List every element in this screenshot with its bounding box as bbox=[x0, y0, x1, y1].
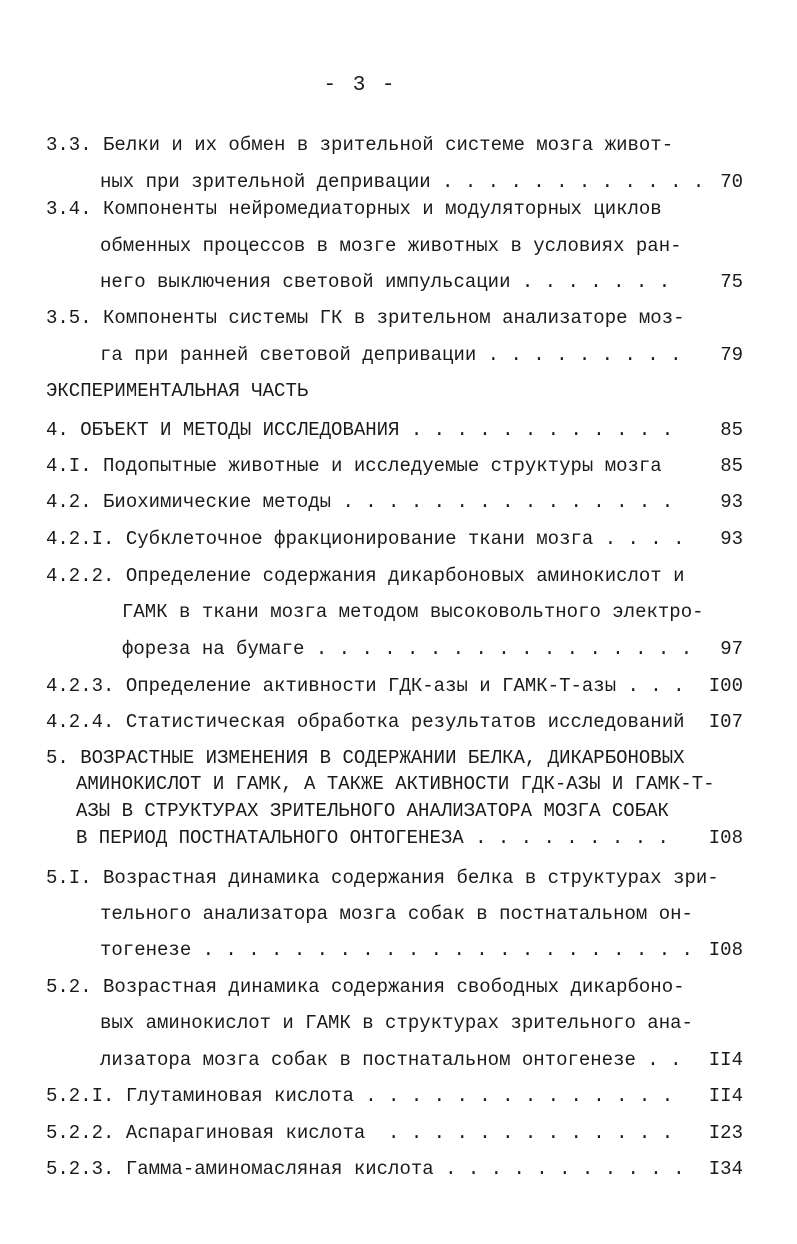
toc-entry-5-2-3-page: I34 bbox=[708, 1158, 743, 1180]
toc-entry-3-4-line-3: него выключения световой импульсации . . . . . . . bbox=[100, 271, 671, 293]
toc-entry-4-1-line-1: 4.I. Подопытные животные и исследуемые структуры мозга bbox=[46, 455, 662, 477]
toc-entry-5-2-2-page: I23 bbox=[708, 1122, 743, 1144]
toc-entry-5-2-2-line-1: 5.2.2. Аспарагиновая кислота . . . . . . . . . . . . . bbox=[46, 1122, 674, 1144]
toc-entry-4-2-2-line-3: фореза на бумаге . . . . . . . . . . . . . . . . . bbox=[122, 638, 693, 660]
toc-entry-4-1-page: 85 bbox=[720, 455, 743, 477]
toc-entry-4-2-2-line-2: ГАМК в ткани мозга методом высоковольтного электро- bbox=[122, 601, 704, 623]
toc-entry-5-2-line-1: 5.2. Возрастная динамика содержания свободных дикарбоно- bbox=[46, 976, 685, 998]
toc-entry-5-line-3: АЗЫ В СТРУКТУРАХ ЗРИТЕЛЬНОГО АНАЛИЗАТОРА МОЗГА СОБАК bbox=[76, 800, 669, 822]
toc-entry-5-2-line-3: лизатора мозга собак в постнатальном онтогенезе . . bbox=[100, 1049, 682, 1071]
toc-entry-5-1-line-3: тогенезе . . . . . . . . . . . . . . . . . . . . . . bbox=[100, 939, 693, 961]
toc-entry-5-2-line-2: вых аминокислот и ГАМК в структурах зрительного ана- bbox=[100, 1012, 693, 1034]
toc-entry-3-3-page: 70 bbox=[720, 171, 743, 193]
toc-entry-4-2-4-line-1: 4.2.4. Статистическая обработка результатов исследований bbox=[46, 711, 685, 733]
toc-entry-3-3-line-2: ных при зрительной депривации . . . . . . . . . . . . bbox=[100, 171, 705, 193]
toc-entry-5-1-line-1: 5.I. Возрастная динамика содержания белка в структурах зри- bbox=[46, 867, 719, 889]
toc-entry-4-page: 85 bbox=[720, 419, 743, 441]
toc-entry-3-4-page: 75 bbox=[720, 271, 743, 293]
toc-entry-3-4-line-1: 3.4. Компоненты нейромедиаторных и модуляторных циклов bbox=[46, 198, 662, 220]
section-heading-experimental: ЭКСПЕРИМЕНТАЛЬНАЯ ЧАСТЬ bbox=[46, 380, 309, 402]
toc-entry-4-2-2-line-1: 4.2.2. Определение содержания дикарбоновых аминокислот и bbox=[46, 565, 685, 587]
toc-entry-5-line-2: АМИНОКИСЛОТ И ГАМК, А ТАКЖЕ АКТИВНОСТИ ГДК-АЗЫ И ГАМК-Т- bbox=[76, 773, 715, 795]
page-number: - 3 - bbox=[323, 74, 397, 97]
toc-entry-5-line-1: 5. ВОЗРАСТНЫЕ ИЗМЕНЕНИЯ В СОДЕРЖАНИИ БЕЛКА, ДИКАРБОНОВЫХ bbox=[46, 747, 685, 769]
toc-entry-5-2-1-page: II4 bbox=[708, 1085, 743, 1107]
toc-entry-3-5-line-2: га при ранней световой депривации . . . . . . . . . bbox=[100, 344, 682, 366]
toc-entry-4-2-2-page: 97 bbox=[720, 638, 743, 660]
toc-entry-5-page: I08 bbox=[708, 827, 743, 849]
toc-entry-3-5-page: 79 bbox=[720, 344, 743, 366]
toc-entry-5-line-4: В ПЕРИОД ПОСТНАТАЛЬНОГО ОНТОГЕНЕЗА . . . . . . . . . bbox=[76, 827, 669, 849]
toc-entry-4-2-line-1: 4.2. Биохимические методы . . . . . . . . . . . . . . . bbox=[46, 491, 674, 513]
toc-entry-4-2-1-line-1: 4.2.I. Субклеточное фракционирование ткани мозга . . . . bbox=[46, 528, 685, 550]
toc-entry-5-2-1-line-1: 5.2.I. Глутаминовая кислота . . . . . . . . . . . . . . bbox=[46, 1085, 674, 1107]
toc-entry-5-1-line-2: тельного анализатора мозга собак в постнатальном он- bbox=[100, 903, 693, 925]
toc-entry-3-4-line-2: обменных процессов в мозге животных в условиях ран- bbox=[100, 235, 682, 257]
toc-entry-4-2-page: 93 bbox=[720, 491, 743, 513]
toc-entry-3-5-line-1: 3.5. Компоненты системы ГК в зрительном анализаторе моз- bbox=[46, 307, 685, 329]
toc-entry-4-2-1-page: 93 bbox=[720, 528, 743, 550]
toc-entry-4-2-3-line-1: 4.2.3. Определение активности ГДК-азы и ГАМК-Т-азы . . . bbox=[46, 675, 685, 697]
toc-entry-5-2-3-line-1: 5.2.3. Гамма-аминомасляная кислота . . . . . . . . . . . bbox=[46, 1158, 685, 1180]
toc-entry-4-2-3-page: I00 bbox=[708, 675, 743, 697]
toc-entry-3-3-line-1: 3.3. Белки и их обмен в зрительной системе мозга живот- bbox=[46, 134, 674, 156]
toc-entry-5-2-page: II4 bbox=[708, 1049, 743, 1071]
toc-entry-4-2-4-page: I07 bbox=[708, 711, 743, 733]
toc-entry-5-1-page: I08 bbox=[708, 939, 743, 961]
toc-entry-4-line-1: 4. ОБЪЕКТ И МЕТОДЫ ИССЛЕДОВАНИЯ . . . . . . . . . . . . bbox=[46, 419, 674, 441]
